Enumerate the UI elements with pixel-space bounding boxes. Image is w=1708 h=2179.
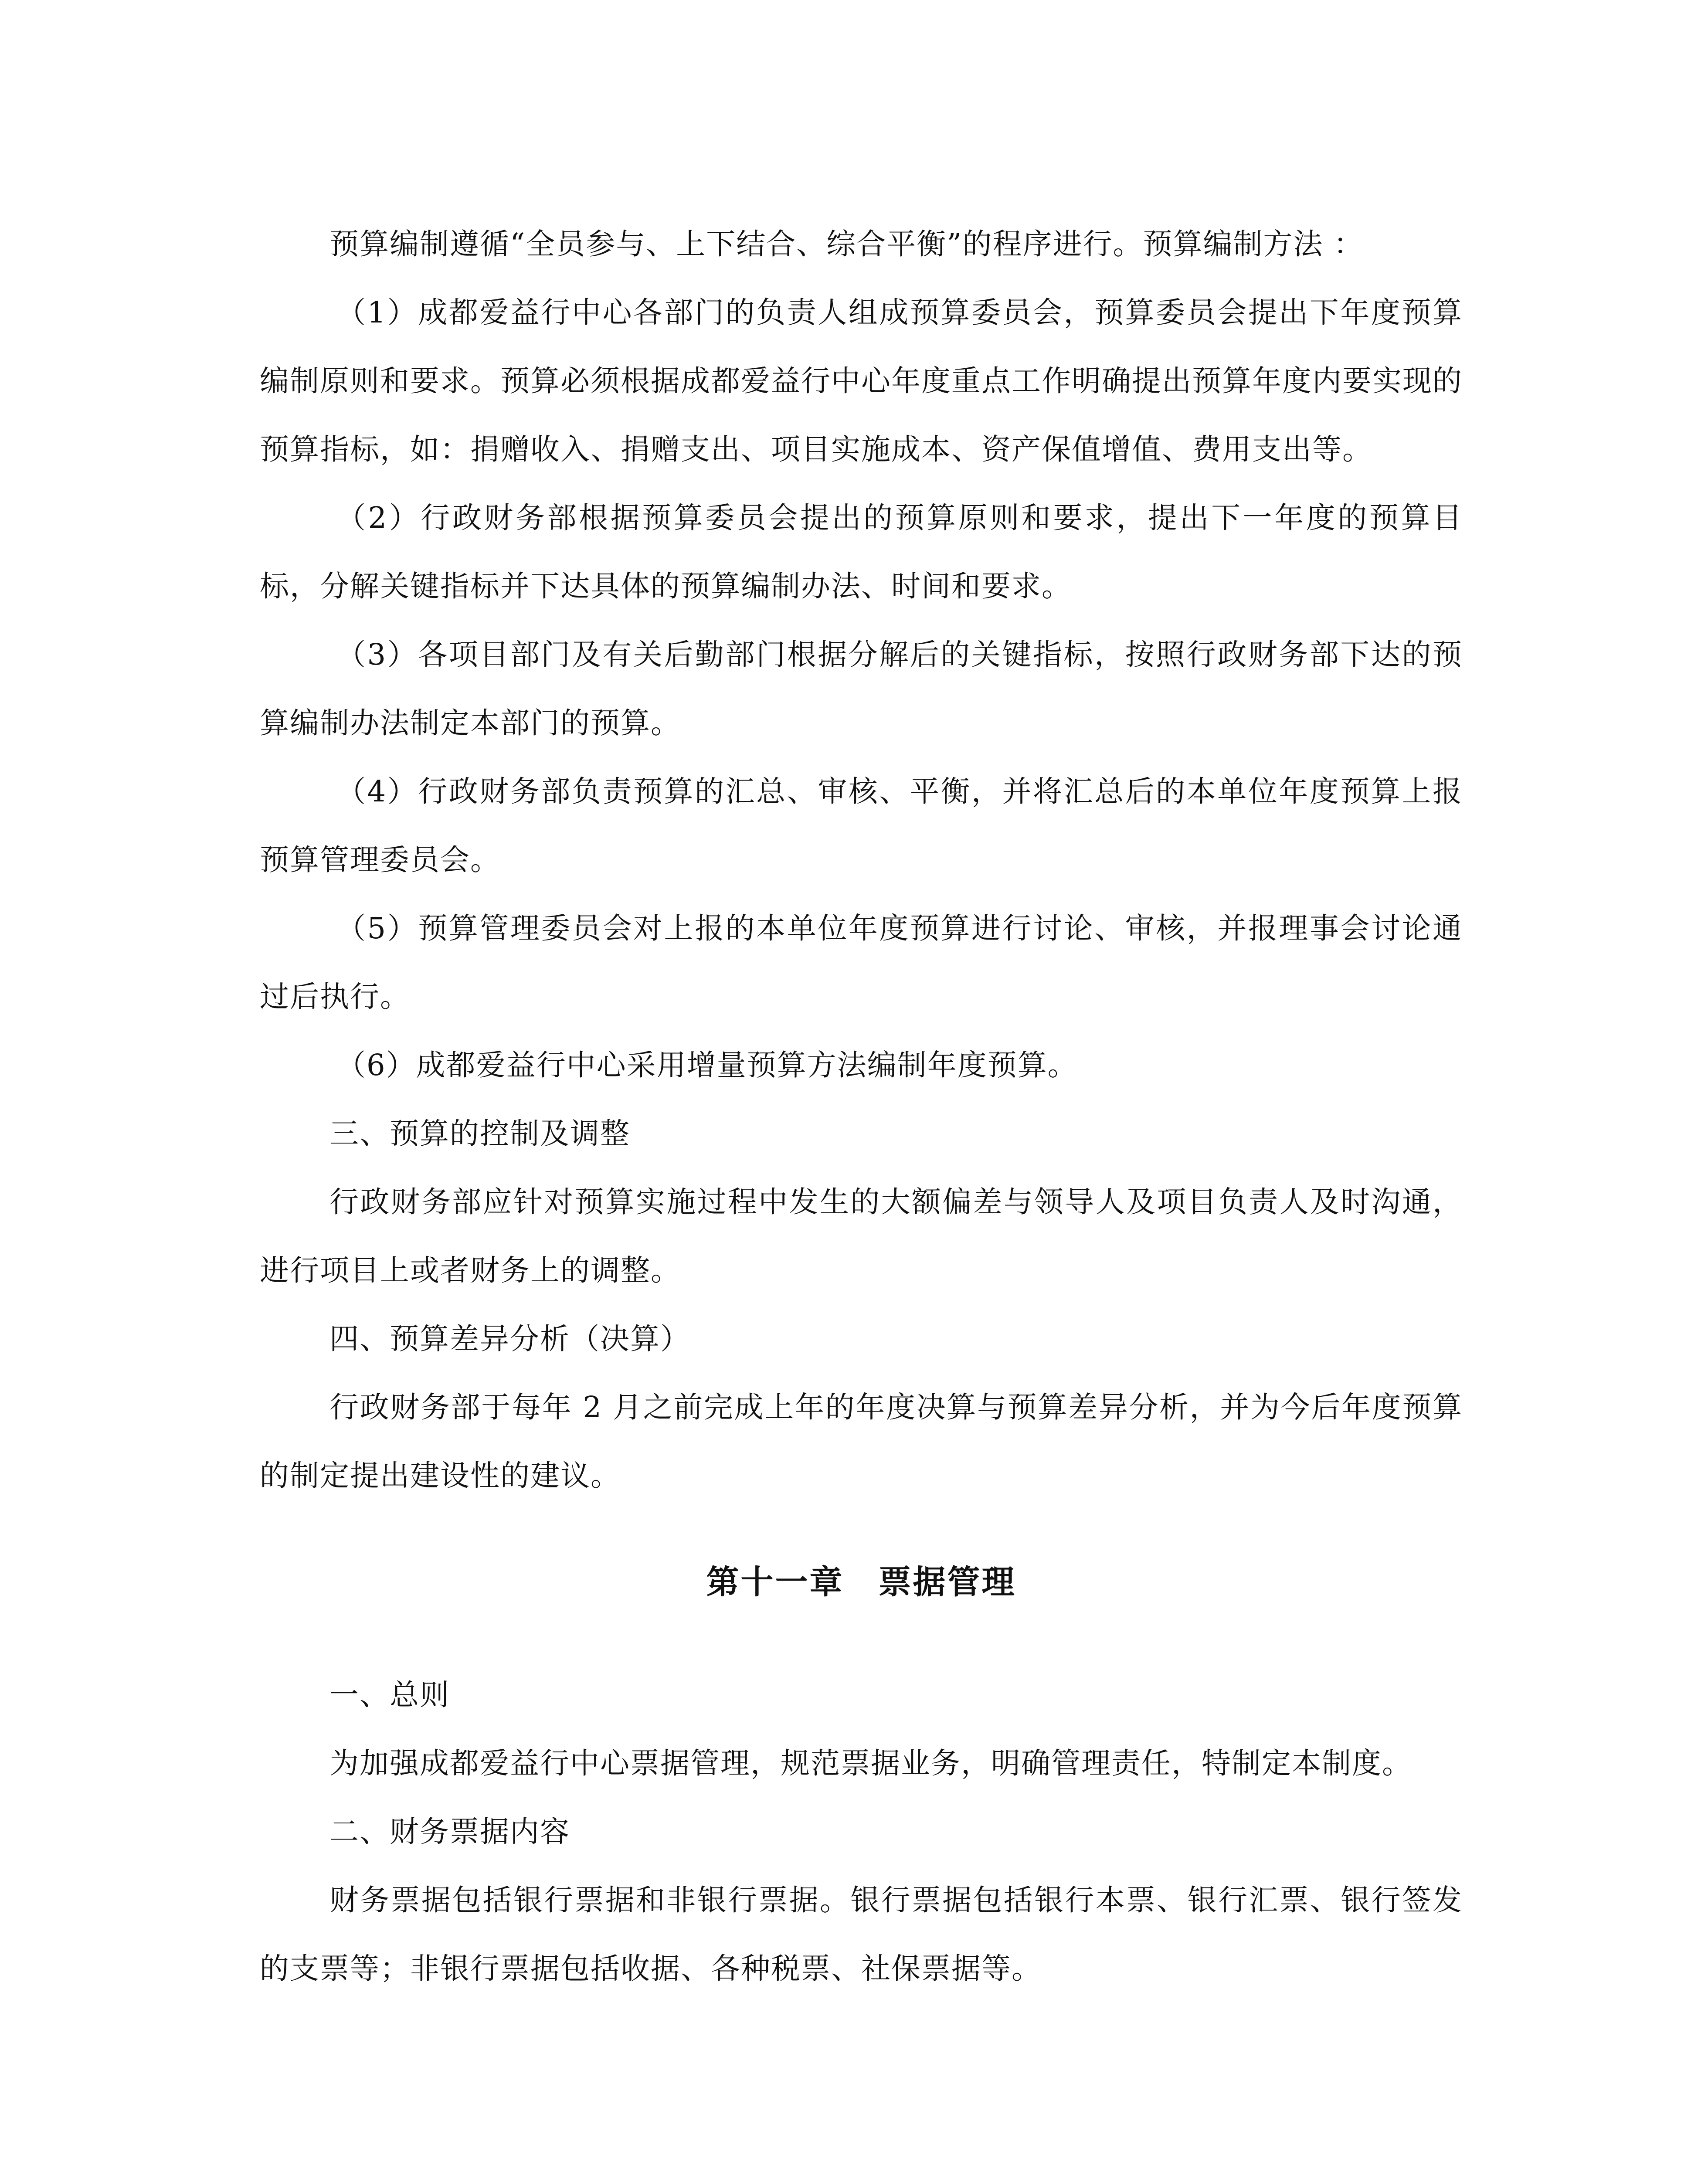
list-item-paragraph: （1）成都爱益行中心各部门的负责人组成预算委员会，预算委员会提出下年度预算编制原则和要求。预算必须根据成都爱益行中心年度重点工作明确提出预算年度内要实现的预算指标，如：捐赠收入、捐赠支出、项目实施成本、资产保值增值、费用支出等。	[260, 295, 1463, 466]
body-paragraph: 行政财务部于每年 2 月之前完成上年的年度决算与预算差异分析，并为今后年度预算的制定提出建设性的建议。	[260, 1390, 1463, 1493]
body-paragraph: 为加强成都爱益行中心票据管理，规范票据业务，明确管理责任，特制定本制度。	[329, 1746, 1412, 1780]
chapter-heading: 第十一章 票据管理	[706, 1563, 1016, 1601]
body-paragraph: 一、总则	[329, 1678, 450, 1712]
page-content	[260, 210, 1463, 2003]
body-paragraph: 四、预算差异分析（决算）	[329, 1322, 690, 1356]
section-after-heading	[260, 1661, 1463, 2003]
list-item-paragraph: （4）行政财务部负责预算的汇总、审核、平衡，并将汇总后的本单位年度预算上报预算管理委员会。	[260, 774, 1463, 877]
list-item-paragraph: （6）成都爱益行中心采用增量预算方法编制年度预算。	[336, 1048, 1078, 1082]
list-item-paragraph: （2）行政财务部根据预算委员会提出的预算原则和要求，提出下一年度的预算目标，分解关键指标并下达具体的预算编制办法、时间和要求。	[260, 501, 1463, 603]
section-before-heading	[260, 210, 1463, 1510]
list-item-paragraph: （3）各项目部门及有关后勤部门根据分解后的关键指标，按照行政财务部下达的预算编制办法制定本部门的预算。	[260, 638, 1463, 740]
list-item-paragraph: （5）预算管理委员会对上报的本单位年度预算进行讨论、审核，并报理事会讨论通过后执行。	[260, 911, 1463, 1014]
body-paragraph: 三、预算的控制及调整	[329, 1117, 630, 1151]
chapter-heading-block	[260, 1510, 1463, 1661]
body-paragraph: 预算编制遵循“全员参与、上下结合、综合平衡”的程序进行。预算编制方法 ：	[329, 227, 1364, 261]
body-paragraph: 财务票据包括银行票据和非银行票据。银行票据包括银行本票、银行汇票、银行签发的支票等；非银行票据包括收据、各种税票、社保票据等。	[260, 1883, 1463, 1986]
body-paragraph: 行政财务部应针对预算实施过程中发生的大额偏差与领导人及项目负责人及时沟通，进行项目上或者财务上的调整。	[260, 1185, 1463, 1287]
body-paragraph: 二、财务票据内容	[329, 1815, 570, 1849]
